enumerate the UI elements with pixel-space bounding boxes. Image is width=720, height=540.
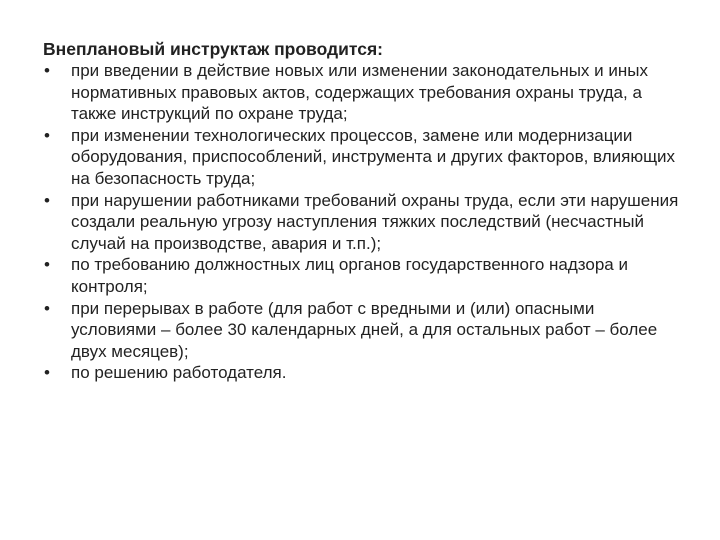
slide-content xyxy=(43,38,683,384)
slide-heading: Внеплановый инструктаж проводится: xyxy=(43,39,384,59)
list-item-text: при нарушении работниками требований охраны труда, если эти нарушения создали реальную угрозу наступления тяжких последствий (несчастный случай на производстве, авария и т.п.); xyxy=(71,190,679,253)
bullet-icon: • xyxy=(44,363,50,383)
bullet-icon: • xyxy=(44,190,50,210)
bullet-icon: • xyxy=(44,255,50,275)
bullet-icon: • xyxy=(44,298,50,318)
list-item xyxy=(43,125,683,190)
bullet-icon: • xyxy=(44,61,50,80)
list-item xyxy=(43,190,683,255)
list-item xyxy=(43,362,683,384)
list-item-text: при перерывах в работе (для работ с вредными и (или) опасными условиями – более 30 календарных дней, а для остальных работ – более двух месяцев); xyxy=(71,298,658,361)
list-item xyxy=(43,254,683,297)
list-item-text: по требованию должностных лиц органов государственного надзора и контроля; xyxy=(71,255,628,296)
bullet-list xyxy=(43,60,683,384)
bullet-icon: • xyxy=(44,125,50,145)
list-item-text: по решению работодателя. xyxy=(71,363,287,383)
list-item xyxy=(43,298,683,363)
list-item xyxy=(43,60,683,125)
list-item-text: при введении в действие новых или изменении законодательных и иных нормативных правовых актов, содержащих требования охраны труда, а также инструкций по охране труда; xyxy=(71,61,648,124)
list-item-text: при изменении технологических процессов, замене или модернизации оборудования, приспособлений, инструмента и других факторов, влияющих на безопасность труда; xyxy=(71,125,676,188)
